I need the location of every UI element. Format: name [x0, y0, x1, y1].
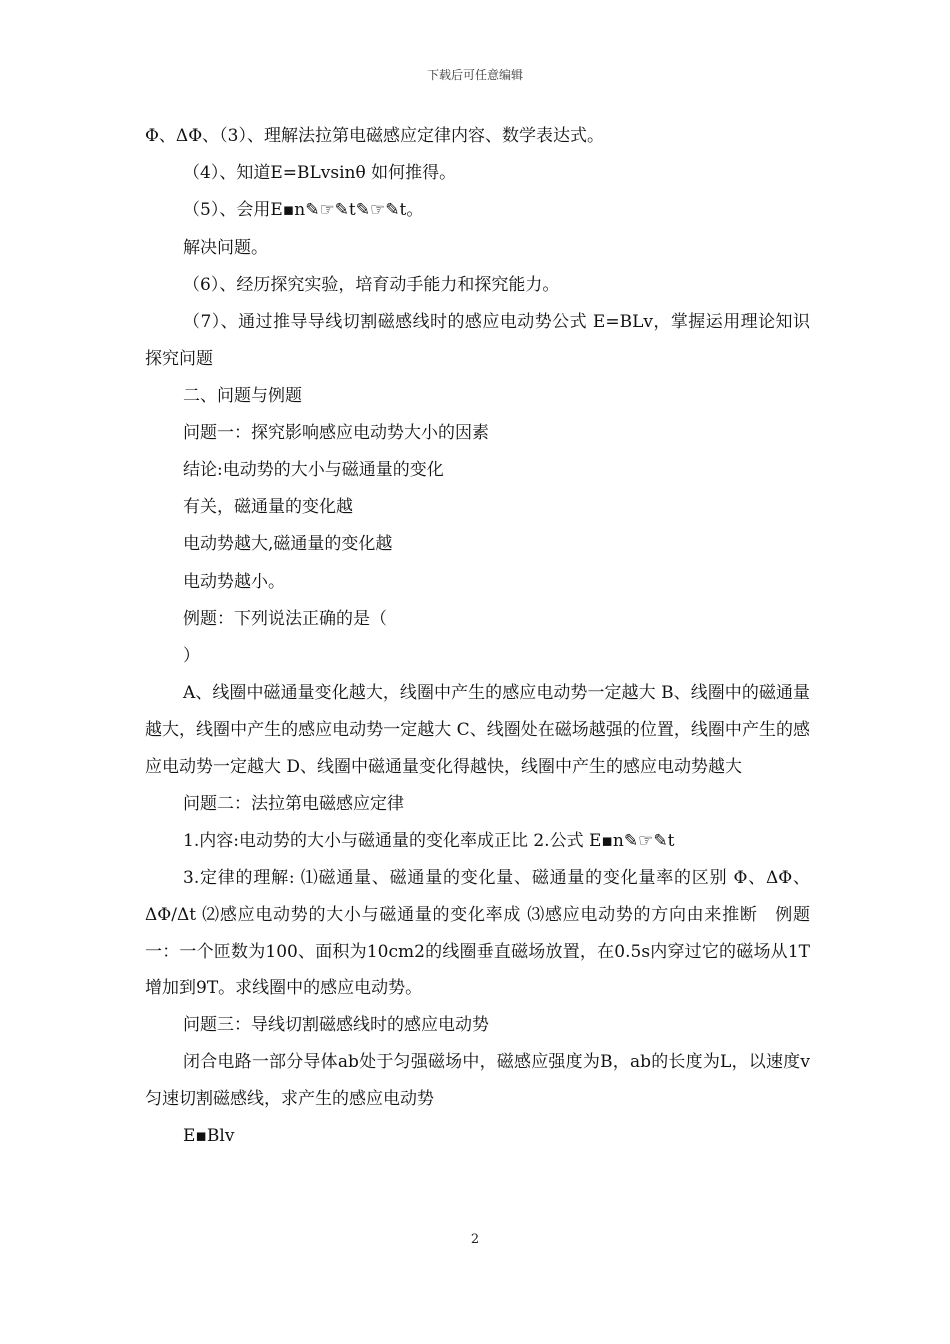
question-heading: 问题一：探究影响感应电动势大小的因素 [183, 422, 489, 443]
text-line: （4）、知道E=BLvsinθ 如何推得。 [183, 163, 457, 184]
text-line: 电动势越大,磁通量的变化越 [183, 534, 393, 555]
example-prompt: 例题：下列说法正确的是（ [183, 608, 387, 629]
text-line: 解决问题。 [183, 237, 268, 258]
text-line: ） [183, 646, 200, 667]
text-line: （5）、会用E▪n✎☞✎t✎☞✎t。 [183, 200, 424, 221]
answer-options: A、线圈中磁通量变化越大，线圈中产生的感应电动势一定越大 B、线圈中的磁通量越大，线圈中产生的感应电动势一定越大 C、线圈处在磁场越强的位置，线圈中产生的感应电动势一定越大 D、线圈中磁通量变化得越快，线圈中产生的感应电动势越大 [145, 683, 810, 777]
paragraph: 3.定律的理解: ⑴磁通量、磁通量的变化量、磁通量的变化量率的区别 Φ、ΔΦ、ΔΦ/Δt ⑵感应电动势的大小与磁通量的变化率成 ⑶感应电动势的方向由来推断 例题一：一个匝数为100、面积为10cm2的线圈垂直磁场放置，在0.5s内穿过它的磁场从1T增加到9T。求线圈中的感应电动势。 [145, 868, 810, 999]
page-header: 下载后可任意编辑 [426, 68, 523, 82]
text-line: Φ、ΔΦ、（3）、理解法拉第电磁感应定律内容、数学表达式。 [145, 126, 604, 146]
text-line: 1.内容:电动势的大小与磁通量的变化率成正比 2.公式 E▪n✎☞✎t [183, 830, 675, 851]
paragraph: （7）、通过推导导线切割磁感线时的感应电动势公式 E=BLv，掌握运用理论知识探究问题 [145, 312, 810, 369]
paragraph: 闭合电路一部分导体ab处于匀强磁场中，磁感应强度为B，ab的长度为L，以速度v匀速切割磁感线，求产生的感应电动势 [145, 1052, 810, 1110]
text-line: 有关，磁通量的变化越 [183, 497, 353, 518]
text-line: （6）、经历探究实验，培育动手能力和探究能力。 [183, 274, 560, 295]
text-line: 结论:电动势的大小与磁通量的变化 [183, 460, 444, 481]
section-heading: 二、问题与例题 [183, 385, 302, 406]
text-line: 电动势越小。 [183, 571, 285, 592]
question-heading: 问题三：导线切割磁感线时的感应电动势 [183, 1015, 489, 1036]
formula-line: E▪Blv [183, 1126, 235, 1147]
document-body [145, 118, 810, 1155]
page-number: 2 [470, 1232, 480, 1247]
question-heading: 问题二：法拉第电磁感应定律 [183, 793, 404, 814]
